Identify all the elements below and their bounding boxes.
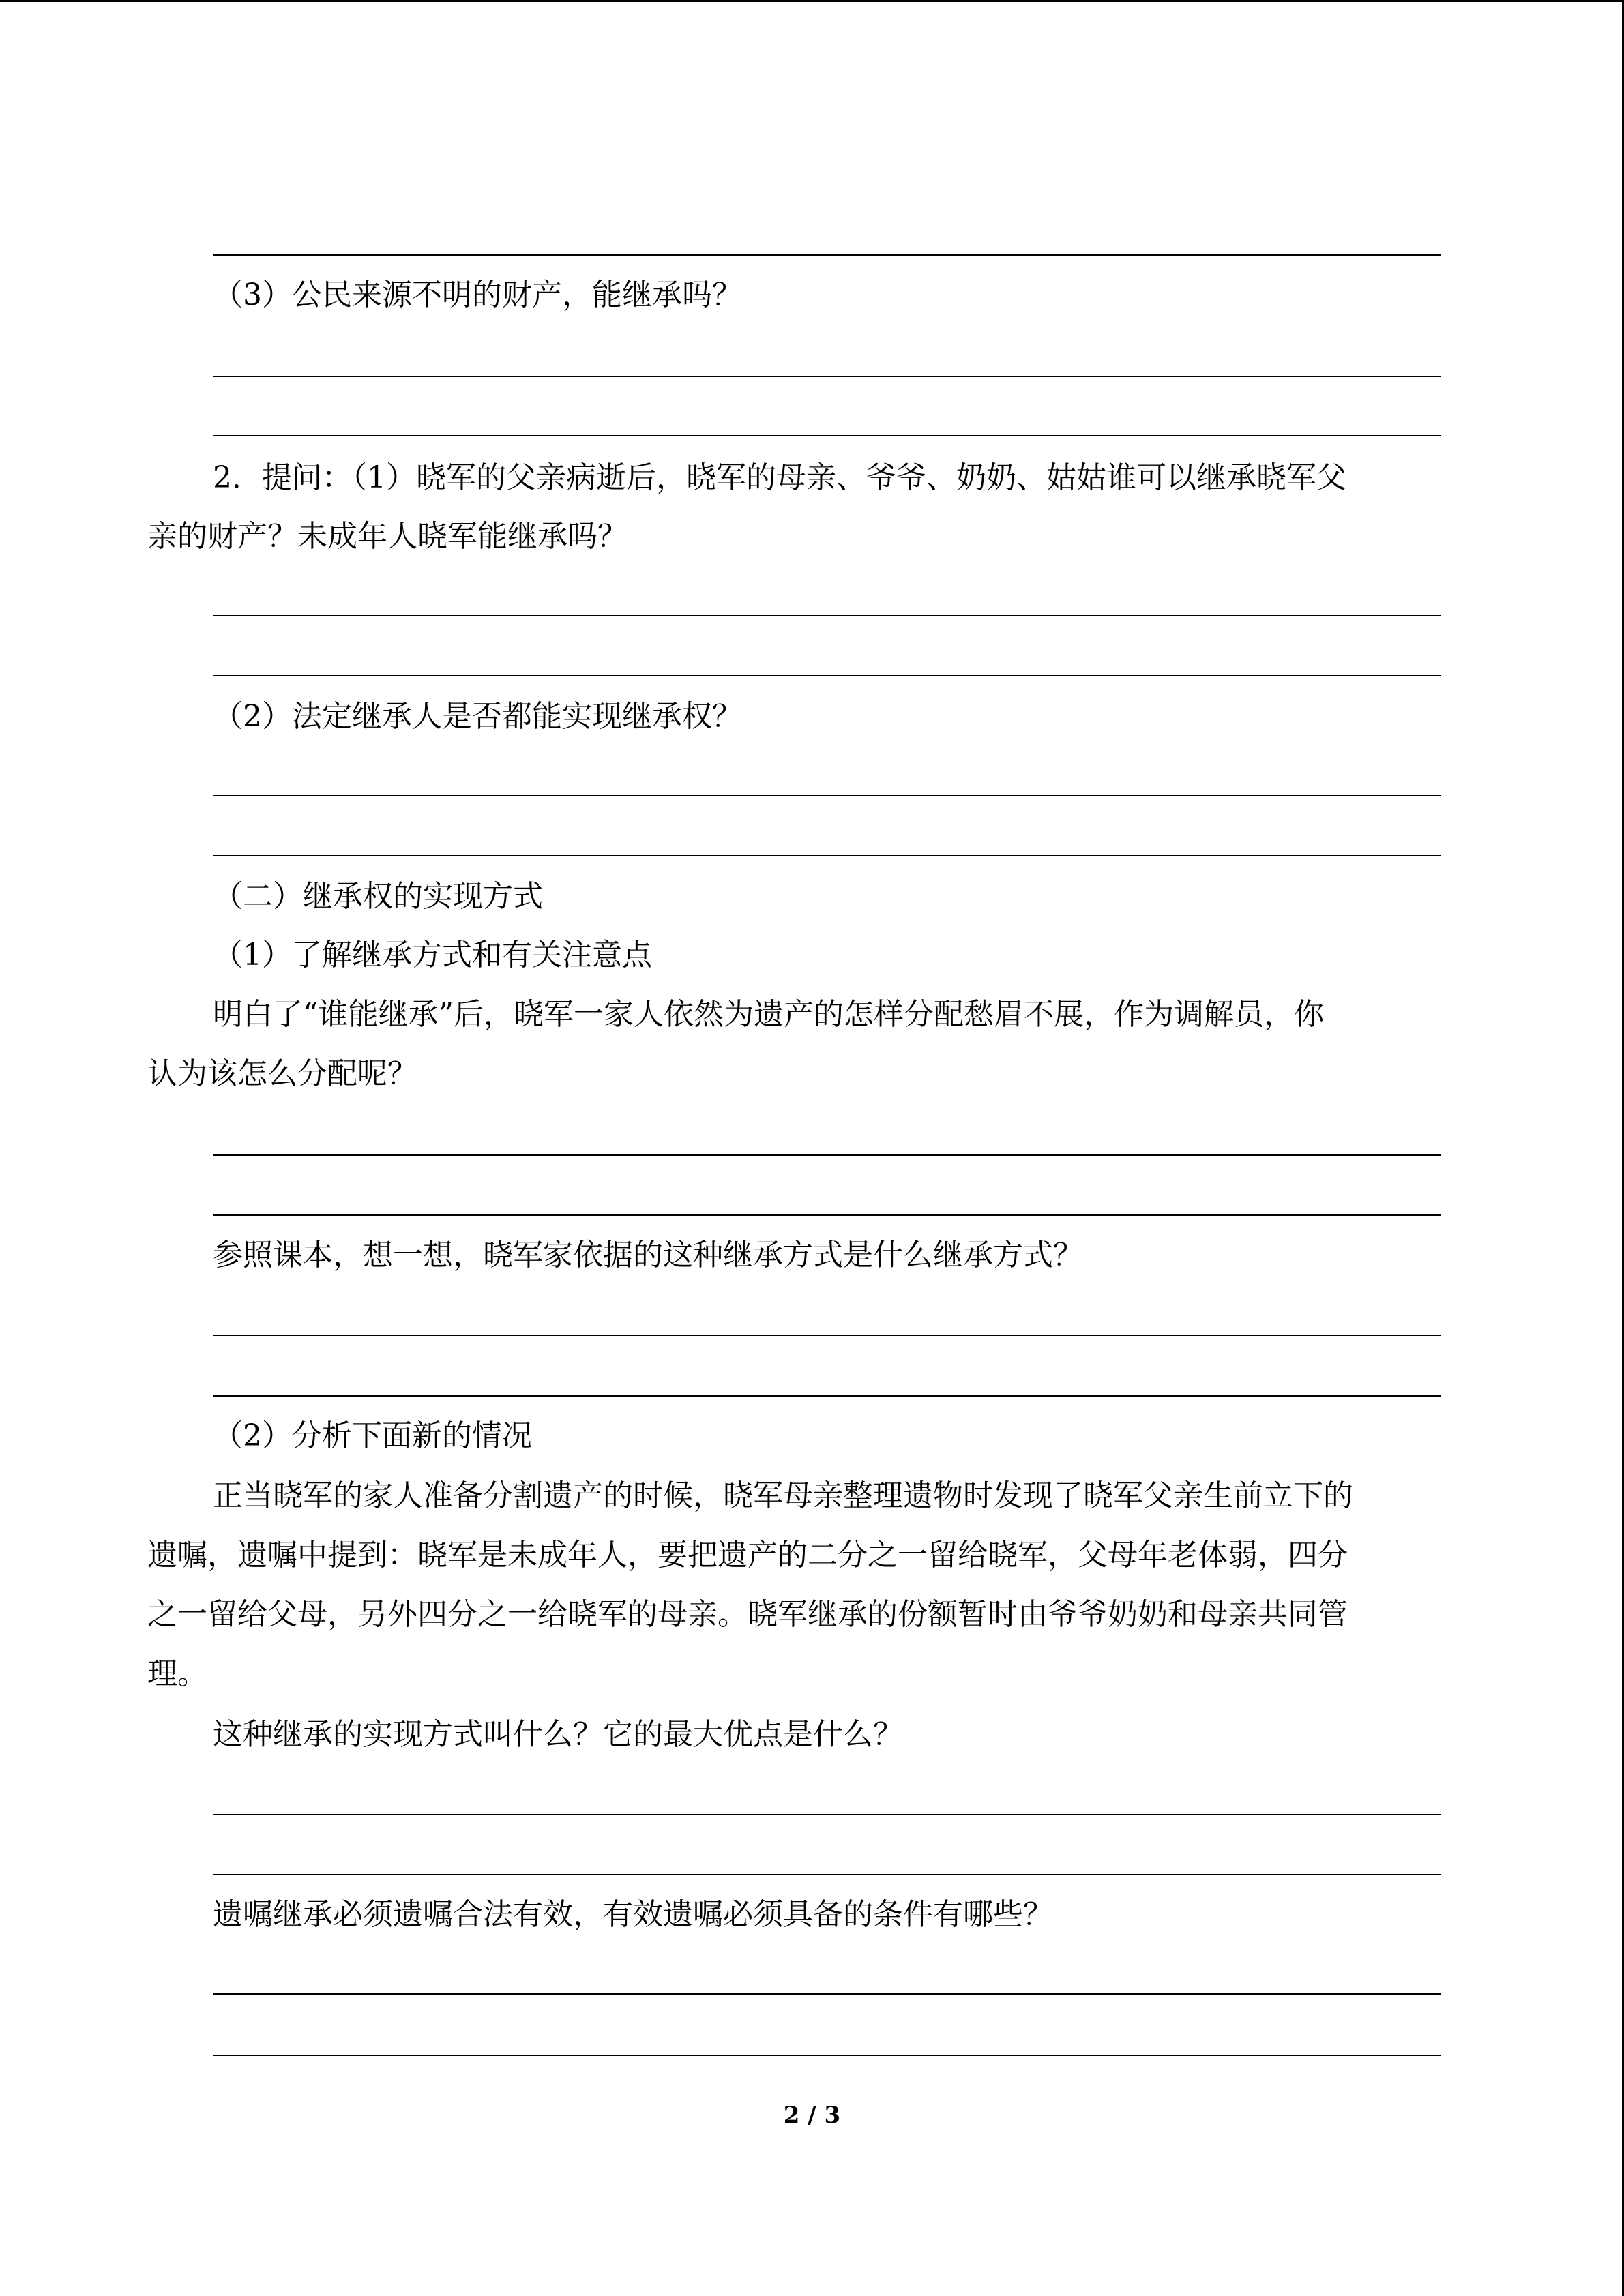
answer-line[interactable] [213, 615, 1441, 616]
answer-line[interactable] [213, 1993, 1441, 1995]
question-2-line-2: 亲的财产？未成年人晓军能继承吗？ [147, 519, 628, 554]
page-frame-top [0, 0, 1624, 2]
answer-line[interactable] [213, 1814, 1441, 1815]
item-1-paragraph-line-1: 明白了“谁能继承”后，晓军一家人依然为遗产的怎样分配愁眉不展，作为调解员，你 [213, 997, 1324, 1032]
item-1-question: 参照课本，想一想，晓军家依据的这种继承方式是什么继承方式？ [213, 1238, 1083, 1272]
answer-line[interactable] [213, 795, 1441, 796]
answer-line[interactable] [213, 1154, 1441, 1156]
page-number: 2 / 3 [783, 2102, 841, 2129]
question-2-line-1: 2．提问：（1）晓军的父亲病逝后，晓军的母亲、爷爷、奶奶、姑姑谁可以继承晓军父 [213, 460, 1346, 495]
item-2-paragraph-line-3: 之一留给父母，另外四分之一给晓军的母亲。晓军继承的份额暂时由爷爷奶奶和母亲共同管 [147, 1597, 1348, 1632]
item-2-paragraph-line-2: 遗嘱，遗嘱中提到：晓军是未成年人，要把遗产的二分之一留给晓军，父母年老体弱，四分 [147, 1538, 1348, 1572]
answer-line[interactable] [213, 1335, 1441, 1336]
question-2-2: （2）法定继承人是否都能实现继承权？ [213, 699, 742, 734]
section-title: （二）继承权的实现方式 [213, 879, 543, 914]
answer-line[interactable] [213, 675, 1441, 676]
item-2-question-2: 遗嘱继承必须遗嘱合法有效，有效遗嘱必须具备的条件有哪些？ [213, 1897, 1053, 1932]
answer-line[interactable] [213, 254, 1441, 256]
answer-line[interactable] [213, 855, 1441, 856]
answer-line[interactable] [213, 1874, 1441, 1875]
item-2-title: （2）分析下面新的情况 [213, 1418, 532, 1453]
item-2-paragraph-line-4: 理。 [147, 1656, 207, 1691]
question-1-3: （3）公民来源不明的财产，能继承吗？ [213, 278, 742, 312]
item-2-question-1: 这种继承的实现方式叫什么？它的最大优点是什么？ [213, 1717, 903, 1752]
answer-line[interactable] [213, 1214, 1441, 1216]
item-1-paragraph-line-2: 认为该怎么分配呢？ [147, 1056, 417, 1091]
answer-line[interactable] [213, 2055, 1441, 2056]
answer-line[interactable] [213, 435, 1441, 436]
item-1-title: （1）了解继承方式和有关注意点 [213, 938, 652, 972]
answer-line[interactable] [213, 376, 1441, 377]
answer-line[interactable] [213, 1395, 1441, 1397]
item-2-paragraph-line-1: 正当晓军的家人准备分割遗产的时候，晓军母亲整理遗物时发现了晓军父亲生前立下的 [213, 1478, 1353, 1513]
